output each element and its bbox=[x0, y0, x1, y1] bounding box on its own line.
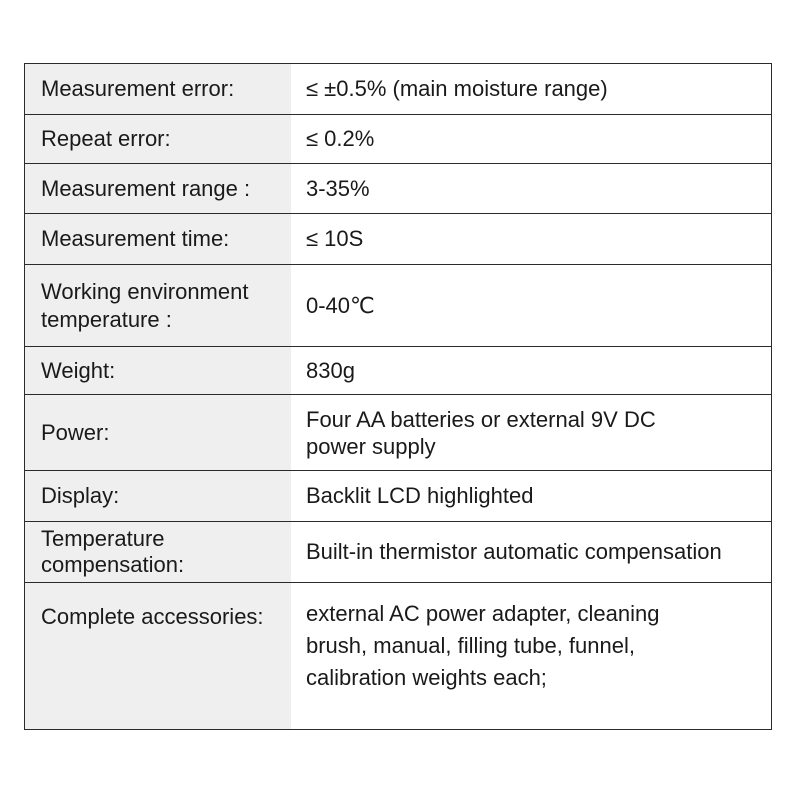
row-label bbox=[25, 214, 291, 264]
row-label-text: Measurement time: bbox=[41, 226, 230, 251]
row-label-text: Complete accessories: bbox=[41, 604, 264, 629]
table-row bbox=[25, 265, 771, 347]
row-label-text: Temperature compensation: bbox=[41, 526, 185, 577]
row-label bbox=[25, 115, 291, 163]
row-value-text: ≤ 0.2% bbox=[306, 126, 375, 151]
row-label-text: Power: bbox=[41, 419, 110, 445]
row-label-text: Measurement error: bbox=[41, 76, 235, 101]
row-label-text: Repeat error: bbox=[41, 126, 171, 151]
row-label-text: Working environment temperature : bbox=[41, 278, 249, 332]
row-value bbox=[291, 347, 771, 394]
table-row bbox=[25, 583, 771, 729]
row-value bbox=[291, 265, 771, 346]
row-label bbox=[25, 471, 291, 521]
table-row bbox=[25, 115, 771, 164]
row-value-text: Four AA batteries or external 9V DC power supply bbox=[306, 406, 656, 459]
row-value bbox=[291, 583, 771, 729]
row-label-text: Display: bbox=[41, 483, 120, 508]
row-value bbox=[291, 471, 771, 521]
row-value bbox=[291, 214, 771, 264]
row-label bbox=[25, 164, 291, 213]
table-row bbox=[25, 214, 771, 265]
table-row bbox=[25, 471, 771, 522]
row-value bbox=[291, 115, 771, 163]
row-label bbox=[25, 64, 291, 114]
row-value bbox=[291, 64, 771, 114]
table-row bbox=[25, 64, 771, 115]
table-row bbox=[25, 395, 771, 471]
row-label-text: Measurement range : bbox=[41, 175, 251, 201]
row-value bbox=[291, 522, 771, 582]
row-value-text: ≤ ±0.5% (main moisture range) bbox=[306, 76, 608, 101]
row-value bbox=[291, 164, 771, 213]
row-value-text: 830g bbox=[306, 357, 355, 383]
row-value-text: external AC power adapter, cleaning brush, manual, filling tube, funnel, calibration weights each; bbox=[306, 601, 660, 690]
row-value-text: Backlit LCD highlighted bbox=[306, 483, 534, 508]
table-row bbox=[25, 522, 771, 583]
spec-table bbox=[24, 63, 772, 730]
row-value-text: Built-in thermistor automatic compensation bbox=[306, 539, 722, 564]
table-row bbox=[25, 164, 771, 214]
row-label bbox=[25, 395, 291, 470]
row-label bbox=[25, 522, 291, 582]
row-label bbox=[25, 583, 291, 729]
row-value-text: 0-40℃ bbox=[306, 292, 375, 318]
row-value-text: 3-35% bbox=[306, 175, 370, 201]
row-label-text: Weight: bbox=[41, 357, 116, 383]
table-row bbox=[25, 347, 771, 395]
row-value bbox=[291, 395, 771, 470]
row-label bbox=[25, 347, 291, 394]
row-label bbox=[25, 265, 291, 346]
row-value-text: ≤ 10S bbox=[306, 226, 364, 251]
